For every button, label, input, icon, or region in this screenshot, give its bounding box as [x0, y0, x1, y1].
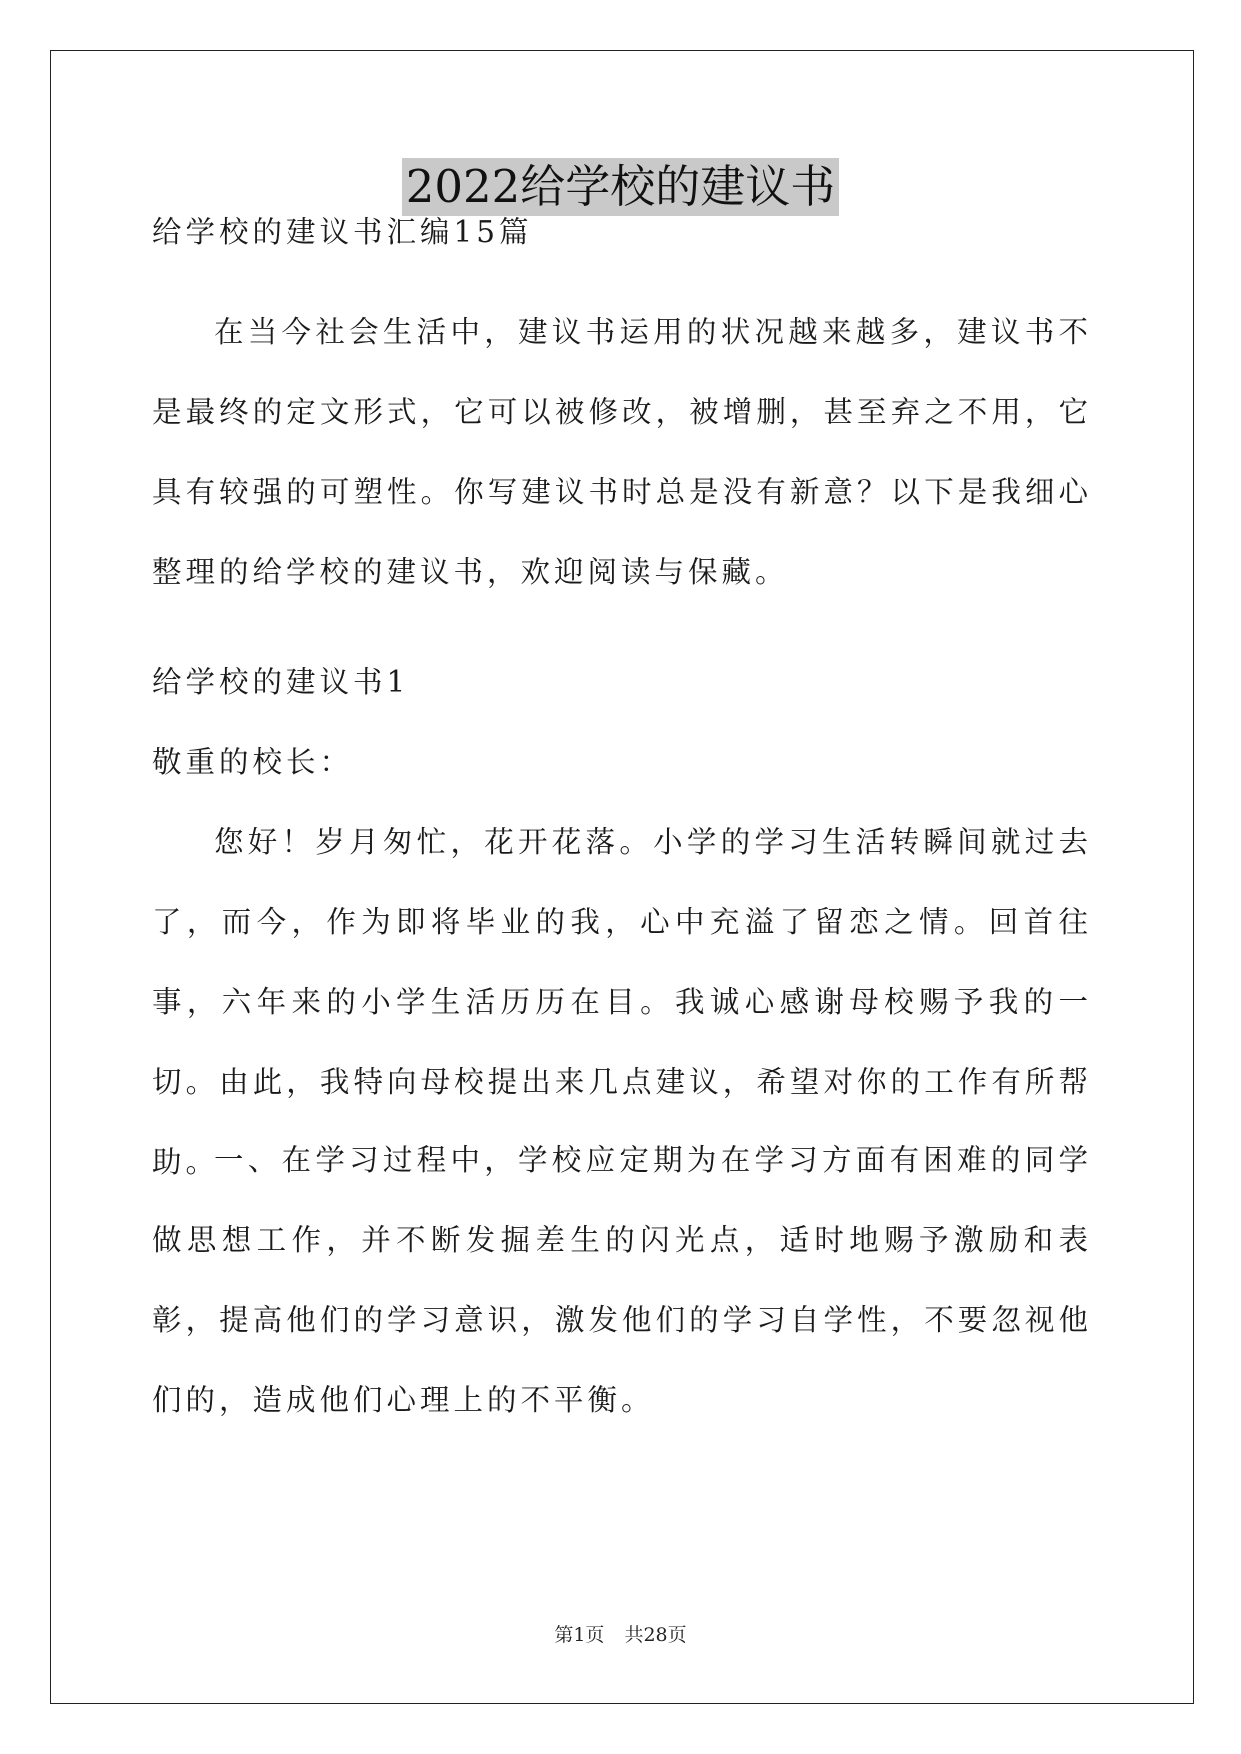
body-paragraph-1: 您好！岁月匆忙，花开花落。小学的学习生活转瞬间就过去了，而今，作为即将毕业的我，心中充溢了留恋之情。回首往事，六年来的小学生活历历在目。我诚心感谢母校赐予我的一切。由此，我特向母校提出来几点建议，希望对你的工作有所帮助。 — [152, 825, 1092, 1179]
document-title: 2022给学校的建议书 — [402, 158, 840, 216]
intro-paragraph: 在当今社会生活中，建议书运用的状况越来越多，建议书不是最终的定文形式，它可以被修改，被增删，甚至弃之不用，它具有较强的可塑性。你写建议书时总是没有新意？以下是我细心整理的给学校的建议书，欢迎阅读与保藏。 — [152, 315, 1092, 589]
page-total: 共28页 — [624, 1624, 687, 1646]
page-number: 第1页 — [554, 1624, 605, 1646]
document-subtitle: 给学校的建议书汇编15篇 — [152, 215, 533, 249]
salutation: 敬重的校长： — [152, 745, 354, 779]
section-heading: 给学校的建议书1 — [152, 665, 410, 699]
body-paragraph-2: 一、在学习过程中，学校应定期为在学习方面有困难的同学做思想工作，并不断发掘差生的闪光点，适时地赐予激励和表彰，提高他们的学习意识，激发他们的学习自学性，不要忽视他们的，造成他们心理上的不平衡。 — [152, 1143, 1092, 1417]
title-wrap — [0, 158, 1241, 216]
page-footer — [0, 1620, 1241, 1647]
